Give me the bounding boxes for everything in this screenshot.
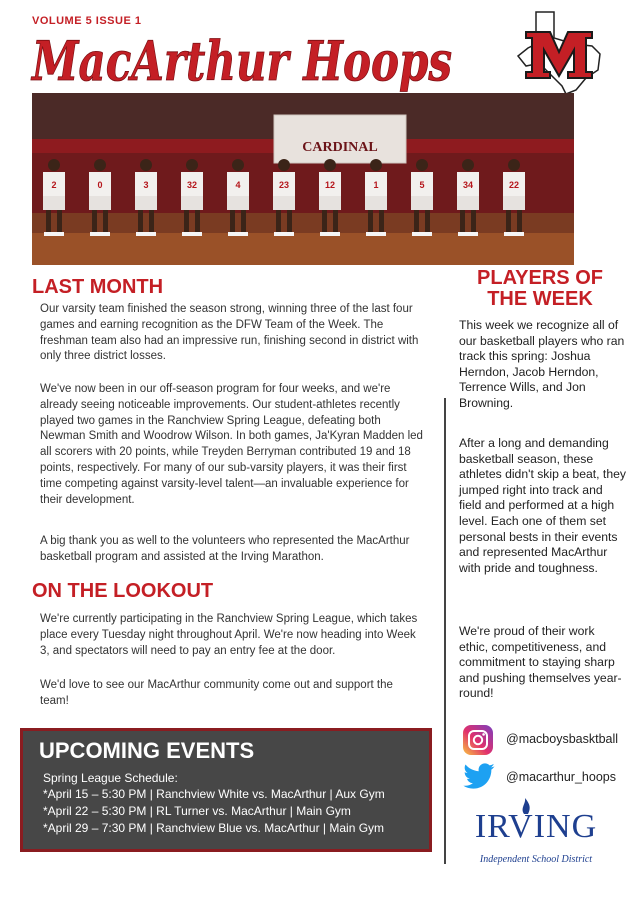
players-paragraph: We're proud of their work ethic, competitiveness, and commitment to staying sharp and pushing themselves year-round!	[459, 624, 622, 701]
gym-banner-text: CARDINAL	[302, 140, 378, 155]
masthead-text: MacArthur Hoops	[30, 29, 453, 93]
players-paragraph: This week we recognize all of our basketball players who ran track this spring: Joshua Herndon, Jacob Herndon, Terrence Wills, and Jon Browning.	[459, 318, 625, 410]
last-month-paragraph: We've now been in our off-season program for four weeks, and we're already seeing noticeable improvements. Our student-athletes recently played two games in the Ranchview Spring League, defeating both Newman Smith and Woodrow Wilson. In both games, Ja'Kyran Madden led all scorers with 20 points, while Treyden Berryman contributed 19 and 18 points, respectively. For many of our sub-varsity players, it was their first time competing against varsity-level talent—an invaluable experience for their development.	[40, 383, 423, 506]
volume-issue: VOLUME 5 ISSUE 1	[32, 15, 142, 27]
instagram-handle: @macboysbasktball	[506, 732, 619, 746]
twitter-icon	[462, 762, 494, 794]
event-item: *April 15 – 5:30 PM | Ranchview White vs. MacArthur | Aux Gym	[43, 787, 385, 801]
last-month-heading: LAST MONTH	[32, 276, 164, 298]
twitter-handle: @macarthur_hoops	[506, 770, 616, 784]
jersey-number: 22	[508, 180, 520, 190]
district-subtitle: Independent School District	[479, 854, 593, 865]
jersey-number: 0	[97, 180, 103, 190]
district-logo	[470, 796, 602, 872]
jersey-number: 3	[143, 180, 149, 190]
jersey-number: 1	[373, 180, 379, 190]
upcoming-events-panel	[20, 728, 432, 852]
jersey-number: 12	[324, 180, 336, 190]
event-item: *April 22 – 5:30 PM | RL Turner vs. MacArthur | Main Gym	[43, 804, 351, 818]
jersey-number: 34	[462, 180, 474, 190]
lookout-paragraph: We're currently participating in the Ranchview Spring League, which takes place every Tuesday night throughout April. We're now heading into Week 3, and spectators will need to pay an entry fee at the door.	[40, 613, 418, 657]
jersey-number: 23	[278, 180, 290, 190]
players-paragraph: After a long and demanding basketball season, these athletes didn't skip a beat, they jumped right into track and field and performed at a high level. Each one of them set personal bests in their events and represented MacArthur with pride and toughness.	[459, 436, 626, 575]
lookout-heading: ON THE LOOKOUT	[32, 580, 214, 602]
school-logo	[514, 8, 604, 96]
event-item: *April 29 – 7:30 PM | Ranchview Blue vs. MacArthur | Main Gym	[43, 821, 385, 835]
last-month-paragraph: Our varsity team finished the season strong, winning three of the last four games and earning recognition as the DFW Team of the Week. The freshman team also had an impressive run, finishing second in district with only three district losses.	[40, 303, 419, 363]
players-of-week-heading: PLAYERS OF THE WEEK	[477, 267, 603, 310]
events-subheading: Spring League Schedule:	[43, 771, 178, 785]
last-month-paragraph: A big thank you as well to the volunteers who represented the MacArthur basketball program and assisted at the Irving Marathon.	[40, 535, 410, 563]
lookout-paragraph: We'd love to see our MacArthur community come out and support the team!	[40, 679, 393, 707]
jersey-number: 2	[51, 180, 57, 190]
masthead-title	[30, 24, 490, 96]
texas-map-icon	[514, 8, 604, 96]
jersey-number: 5	[419, 180, 425, 190]
team-photo	[32, 93, 574, 265]
instagram-icon	[462, 724, 494, 756]
column-divider	[444, 398, 446, 864]
events-heading: UPCOMING EVENTS	[39, 738, 255, 763]
district-name: IRVING	[474, 808, 598, 845]
jersey-number: 32	[186, 180, 198, 190]
jersey-number: 4	[235, 180, 241, 190]
